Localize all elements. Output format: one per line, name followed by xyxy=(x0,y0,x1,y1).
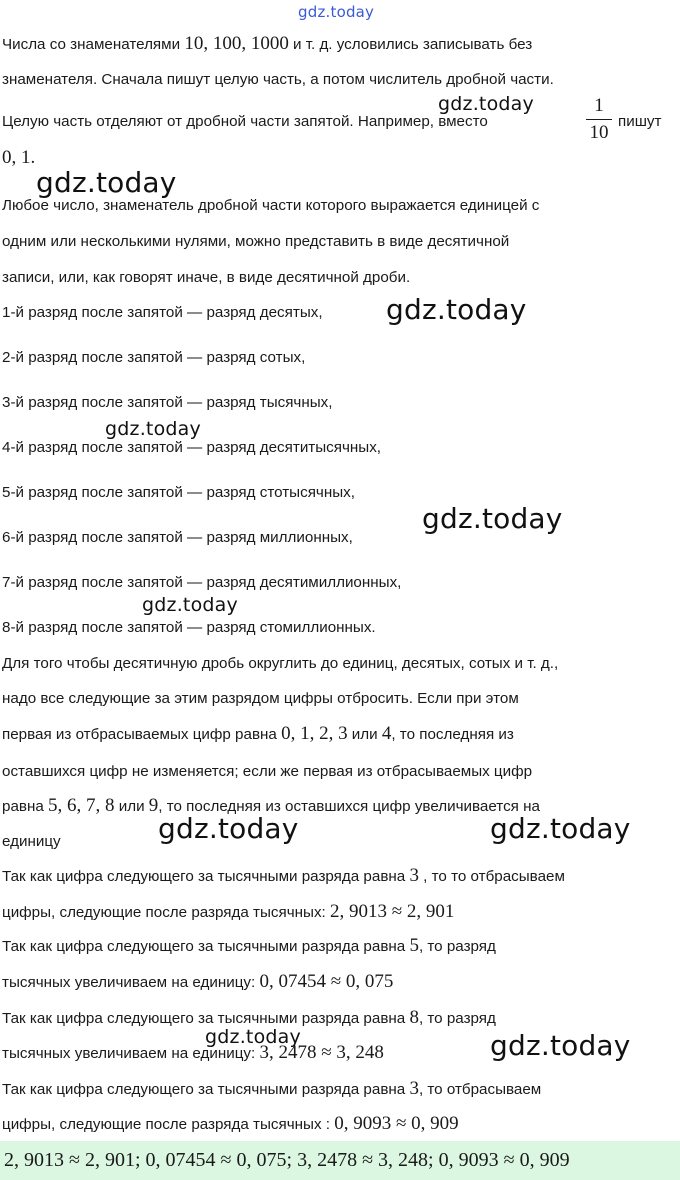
intro-line: знаменателя. Сначала пишут целую часть, а потом числитель дробной части. xyxy=(2,71,554,88)
rule-line: оставшихся цифр не изменяется; если же первая из отбрасываемых цифр xyxy=(2,763,533,780)
definition-line: записи, или, как говорят иначе, в виде десятичной дроби. xyxy=(2,269,411,286)
example-line: Так как цифра следующего за тысячными разряда равна 3, то отбрасываем xyxy=(2,1078,542,1099)
example-line: Так как цифра следующего за тысячными разряда равна 5, то разряд xyxy=(2,935,496,956)
place-item: 8-й разряд после запятой — разряд стомиллионных. xyxy=(2,619,376,636)
watermark: gdz.today xyxy=(105,418,201,440)
place-item: 6-й разряд после запятой — разряд миллионных, xyxy=(2,529,353,546)
rule-line: первая из отбрасываемых цифр равна 0, 1, 2, 3 или 4, то последняя из xyxy=(2,723,514,744)
watermark: gdz.today xyxy=(386,293,527,326)
answer-box xyxy=(0,1141,680,1180)
watermark: gdz.today xyxy=(36,166,177,199)
example-line: тысячных увеличиваем на единицу: 3, 2478 ≈ 3, 248 xyxy=(2,1042,384,1063)
example-line: Так как цифра следующего за тысячными разряда равна 8, то разряд xyxy=(2,1007,496,1028)
place-item: 5-й разряд после запятой — разряд стотысячных, xyxy=(2,484,355,501)
watermark: gdz.today xyxy=(422,502,563,535)
watermark: gdz.today xyxy=(490,1029,631,1062)
example-line: тысячных увеличиваем на единицу: 0, 07454 ≈ 0, 075 xyxy=(2,971,394,992)
place-item: 1-й разряд после запятой — разряд десятых, xyxy=(2,304,323,321)
watermark: gdz.today xyxy=(490,812,631,845)
fraction-one-tenth: 1 10 xyxy=(584,95,614,144)
watermark: gdz.today xyxy=(158,812,299,845)
definition-line: одним или несколькими нулями, можно представить в виде десятичной xyxy=(2,233,510,250)
place-item: 2-й разряд после запятой — разряд сотых, xyxy=(2,349,306,366)
watermark-top: gdz.today xyxy=(298,3,375,21)
intro-line: Числа со знаменателями 10, 100, 1000 и т. д. условились записывать без xyxy=(2,33,533,54)
place-item: 3-й разряд после запятой — разряд тысячных, xyxy=(2,394,333,411)
watermark: gdz.today xyxy=(142,594,238,616)
example-line: цифры, следующие после разряда тысячных : 0, 9093 ≈ 0, 909 xyxy=(2,1113,459,1134)
intro-line: Целую часть отделяют от дробной части запятой. Например, вместо пишут xyxy=(2,113,662,130)
example-line: Так как цифра следующего за тысячными разряда равна 3 , то то отбрасываем xyxy=(2,865,565,886)
example-line: цифры, следующие после разряда тысячных: 2, 9013 ≈ 2, 901 xyxy=(2,901,455,922)
rule-line: единицу xyxy=(2,833,61,850)
watermark: gdz.today xyxy=(438,93,534,115)
rule-line: надо все следующие за этим разрядом цифры отбросить. Если при этом xyxy=(2,690,519,707)
rule-line: Для того чтобы десятичную дробь округлить до единиц, десятых, сотых и т. д., xyxy=(2,655,559,672)
answer-text: 2, 9013 ≈ 2, 901; 0, 07454 ≈ 0, 075; 3, 2478 ≈ 3, 248; 0, 9093 ≈ 0, 909 xyxy=(4,1149,570,1171)
rule-line: равна 5, 6, 7, 8 или 9, то последняя из оставшихся цифр увеличивается на xyxy=(2,795,540,816)
place-item: 4-й разряд после запятой — разряд десятитысячных, xyxy=(2,439,382,456)
place-item: 7-й разряд после запятой — разряд десятимиллионных, xyxy=(2,574,402,591)
watermark: gdz.today xyxy=(205,1026,301,1048)
intro-line: 0, 1. xyxy=(2,147,36,168)
definition-line: Любое число, знаменатель дробной части которого выражается единицей с xyxy=(2,197,540,214)
